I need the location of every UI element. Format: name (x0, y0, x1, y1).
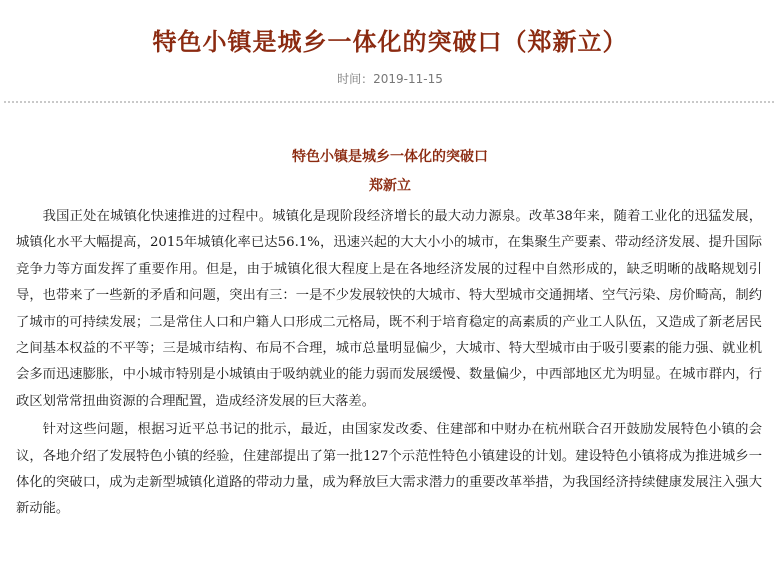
publish-time-label: 时间： (337, 72, 374, 86)
publish-time-value: 2019-11-15 (373, 72, 443, 86)
article-author: 郑新立 (369, 178, 411, 194)
dotted-divider (4, 101, 774, 103)
article-paragraph: 针对这些问题，根据习近平总书记的批示，最近，由国家发改委、住建部和中财办在杭州联合召开鼓励发展特色小镇的会议，各地介绍了发展特色小镇的经验，住建部提出了第一批127个示范性特色小镇建设的计划。建设特色小镇将成为推进城乡一体化的突破口，成为走新型城镇化道路的带动力量，成为释放巨大需求潜力的重要改革举措，为我国经济持续健康发展注入强大新动能。 (16, 422, 762, 517)
article-body (16, 204, 762, 525)
article-title: 特色小镇是城乡一体化的突破口 (292, 149, 488, 165)
article-paragraph: 我国正处在城镇化快速推进的过程中。城镇化是现阶段经济增长的最大动力源泉。改革38年来，随着工业化的迅猛发展，城镇化水平大幅提高，2015年城镇化率已达56.1%，迅速兴起的大大小小的城市，在集聚生产要素、带动经济发展、提升国际竞争力等方面发挥了重要作用。但是，由于城镇化很大程度上是在各地经济发展的过程中自然形成的，缺乏明晰的战略规划引导，也带来了一些新的矛盾和问题，突出有三：一是不少发展较快的大城市、特大型城市交通拥堵、空气污染、房价畸高，制约了城市的可持续发展；二是常住人口和户籍人口形成二元格局，既不利于培育稳定的高素质的产业工人队伍，又造成了新老居民之间基本权益的不平等；三是城市结构、布局不合理，城市总量明显偏少，大城市、特大型城市由于吸引要素的能力强、就业机会多而迅速膨胀，中小城市特别是小城镇由于吸纳就业的能力弱而发展缓慢、数量偏少，中西部地区尤为明显。在城市群内，行政区划常常扭曲资源的合理配置，造成经济发展的巨大落差。 (16, 209, 762, 409)
page-title: 特色小镇是城乡一体化的突破口（郑新立） (152, 28, 628, 56)
publish-time (0, 70, 780, 88)
